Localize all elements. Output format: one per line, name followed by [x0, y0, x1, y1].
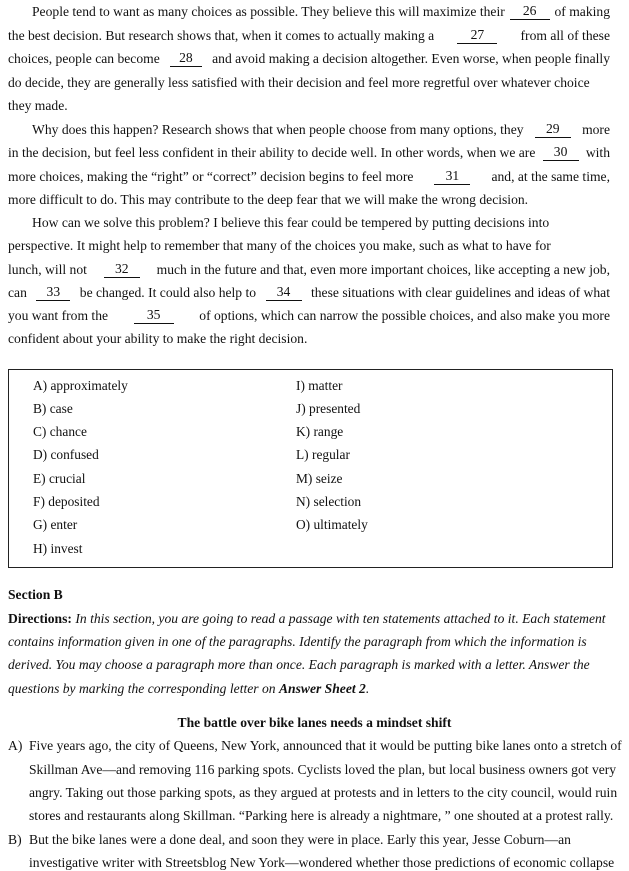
option-n: N) selection — [296, 494, 362, 509]
option-l: L) regular — [296, 447, 350, 462]
option-k: K) range — [296, 424, 344, 439]
directions-label: Directions: — [8, 611, 72, 626]
blank-29: 29 — [535, 122, 571, 138]
option-o: O) ultimately — [296, 517, 368, 532]
blank-32: 32 — [104, 262, 140, 278]
passage-line: the best decision. But research shows that, when it comes to actually making a 27 from all of these — [8, 27, 610, 43]
option-c: C) chance — [33, 424, 87, 439]
passage-line: do decide, they are generally less satisfied with their decision and feel more regretful over whatever choice — [8, 75, 590, 90]
directions-line: derived. You may choose a paragraph more than once. Each paragraph is marked with a letter. Answer the — [8, 657, 590, 672]
directions-line: Directions: In this section, you are going to read a passage with ten statements attached to it. Each statement — [8, 611, 606, 626]
article-line: investigative writer with Streetsblog New York—wondered whether those predictions of economic collapse — [29, 855, 615, 870]
option-d: D) confused — [33, 447, 99, 462]
blank-31: 31 — [434, 169, 470, 185]
option-m: M) seize — [296, 471, 343, 486]
blank-35: 35 — [134, 308, 174, 324]
passage-line: People tend to want as many choices as possible. They believe this will maximize their 26 of making — [32, 3, 610, 19]
option-g: G) enter — [33, 517, 78, 532]
option-f: F) deposited — [33, 494, 100, 509]
blank-27: 27 — [457, 28, 497, 44]
blank-30: 30 — [543, 145, 579, 161]
option-a: A) approximately — [33, 378, 128, 393]
passage-line: confident about your ability to make the right decision. — [8, 331, 308, 346]
passage-line: How can we solve this problem? I believe this fear could be tempered by putting decisions into — [32, 215, 550, 230]
article-line: But the bike lanes were a done deal, and soon they were in place. Early this year, Jesse Coburn—an — [29, 832, 571, 847]
paragraph-label-a: A) — [8, 738, 23, 753]
directions-line: contains information given in one of the paragraphs. Identify the paragraph from which the information is — [8, 634, 587, 649]
answer-sheet-ref: Answer Sheet 2 — [278, 681, 366, 696]
paragraph-label-b: B) — [8, 832, 22, 847]
article-line: stores and restaurants along Skillman. “Parking here is already a nightmare, ” one shouted at a protest rally. — [29, 808, 614, 823]
passage-line: can 33 be changed. It could also help to 34 these situations with clear guidelines and ideas of what — [8, 284, 610, 300]
directions-line: questions by marking the corresponding letter on Answer Sheet 2. — [8, 681, 370, 696]
article-line: Five years ago, the city of Queens, New York, announced that it would be putting bike lanes onto a stretch of — [29, 738, 622, 753]
blank-34: 34 — [266, 285, 302, 301]
section-heading: Section B — [8, 587, 63, 602]
passage-line: Why does this happen? Research shows that when people choose from many options, they 29 more — [32, 121, 610, 137]
passage-line: more choices, making the “right” or “correct” decision begins to feel more 31 and, at the same time, — [8, 168, 610, 184]
passage-line: perspective. It might help to remember that many of the choices you make, such as what to have for — [8, 238, 551, 253]
option-i: I) matter — [296, 378, 343, 393]
article-line: Skillman Ave—and removing 116 parking spots. Cyclists loved the plan, but local business owners got very — [29, 762, 617, 777]
article-line: angry. Taking out those parking spots, as they argued at protests and in letters to the city council, would ruin — [29, 785, 618, 800]
blank-28: 28 — [170, 51, 202, 67]
passage-line: lunch, will not 32 much in the future and that, even more important choices, like accepting a new job, — [8, 261, 610, 277]
option-b: B) case — [33, 401, 73, 416]
word-bank — [8, 369, 613, 568]
passage-line: in the decision, but feel less confident in their ability to decide well. In other words, when we are 30 with — [8, 144, 610, 160]
article-title: The battle over bike lanes needs a mindset shift — [177, 715, 452, 730]
option-e: E) crucial — [33, 471, 86, 486]
blank-26: 26 — [510, 4, 550, 20]
passage-line: you want from the 35 of options, which can narrow the possible choices, and also make you more — [8, 307, 610, 323]
passage-line: more difficult to do. This may contribute to the deep fear that we will make the wrong decision. — [8, 192, 529, 207]
option-h: H) invest — [33, 541, 83, 556]
passage-line: they made. — [8, 98, 68, 113]
passage-line: choices, people can become 28 and avoid making a decision altogether. Even worse, when people finally — [8, 50, 610, 66]
blank-33: 33 — [36, 285, 70, 301]
option-j: J) presented — [296, 401, 361, 416]
